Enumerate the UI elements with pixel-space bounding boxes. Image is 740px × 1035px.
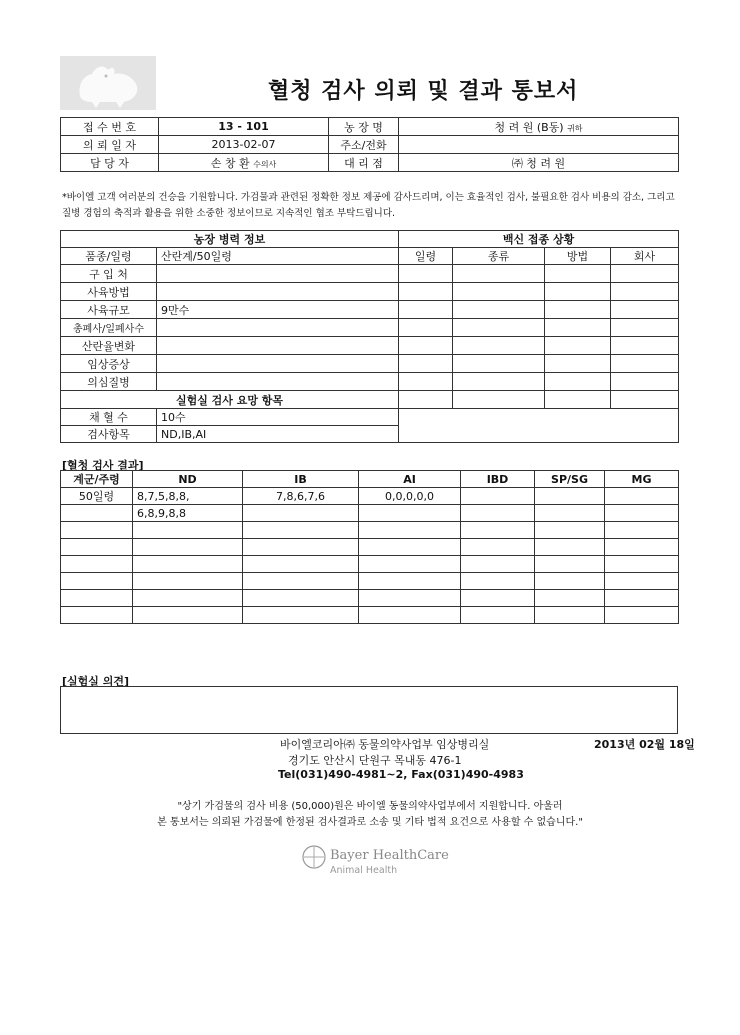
footer-contact: Tel(031)490-4981~2, Fax(031)490-4983 bbox=[278, 768, 524, 781]
table-row bbox=[61, 539, 679, 556]
vaccine-cell bbox=[399, 391, 453, 409]
result-cell bbox=[243, 522, 359, 539]
manager-name: 손 창 환 bbox=[210, 156, 250, 170]
receipt-no: 13 - 101 bbox=[159, 118, 329, 136]
vaccine-cell bbox=[545, 337, 611, 355]
receipt-no-label: 접 수 번 호 bbox=[61, 118, 159, 136]
flock-row-value bbox=[157, 373, 399, 391]
vaccine-cell bbox=[611, 391, 679, 409]
vaccine-cell bbox=[545, 319, 611, 337]
vaccine-cell bbox=[545, 373, 611, 391]
vaccine-cell bbox=[399, 265, 453, 283]
result-cell bbox=[535, 539, 605, 556]
result-cell bbox=[461, 607, 535, 624]
result-cell bbox=[461, 488, 535, 505]
result-cell bbox=[461, 522, 535, 539]
request-date-label: 의 뢰 일 자 bbox=[61, 136, 159, 154]
bayer-cross-icon bbox=[302, 845, 326, 869]
footer-note-1: "상기 가검물의 검사 비용 (50,000)원은 바이엘 동물의약사업부에서 지원합니다. 아울러 bbox=[177, 801, 563, 812]
vaccine-cell bbox=[453, 373, 545, 391]
footer-note-2: 본 통보서는 의뢰된 가검물에 한정된 검사결과로 소송 및 기타 법적 요건으로 사용할 수 없습니다." bbox=[157, 817, 583, 828]
lab-row-label: 채 혈 수 bbox=[61, 409, 157, 426]
vaccine-cell bbox=[545, 265, 611, 283]
result-cell bbox=[535, 590, 605, 607]
result-cell bbox=[605, 488, 679, 505]
results-col-ai: AI bbox=[359, 471, 461, 488]
results-col-flock: 계군/주령 bbox=[61, 471, 133, 488]
result-cell bbox=[359, 607, 461, 624]
brand-name: Bayer HealthCare bbox=[330, 848, 449, 863]
vaccine-cell bbox=[453, 391, 545, 409]
vaccine-heading: 백신 접종 상황 bbox=[399, 231, 679, 248]
flock-row-label: 산란율변화 bbox=[61, 337, 157, 355]
flock-row-value bbox=[157, 355, 399, 373]
flock-row-value: 9만수 bbox=[157, 301, 399, 319]
table-row bbox=[61, 488, 679, 505]
farm-name: 청 려 원 (B동) bbox=[494, 120, 564, 134]
result-cell bbox=[243, 505, 359, 522]
footer-address: 경기도 안산시 단원구 목내동 476-1 bbox=[288, 754, 462, 767]
farm-suffix: 귀하 bbox=[567, 123, 583, 133]
result-cell bbox=[359, 539, 461, 556]
flock-row-label: 사육방법 bbox=[61, 283, 157, 301]
result-cell bbox=[133, 539, 243, 556]
result-cell: 7,8,6,7,6 bbox=[243, 488, 359, 505]
result-cell bbox=[133, 573, 243, 590]
result-cell bbox=[461, 590, 535, 607]
flock-row-label: 구 입 처 bbox=[61, 265, 157, 283]
vaccine-cell bbox=[611, 265, 679, 283]
flock-row-label: 총폐사/일폐사수 bbox=[61, 319, 157, 337]
result-cell bbox=[359, 590, 461, 607]
result-cell bbox=[133, 590, 243, 607]
lab-row-value: ND,IB,AI bbox=[157, 426, 399, 443]
vaccine-cell bbox=[545, 355, 611, 373]
result-cell bbox=[61, 590, 133, 607]
table-row bbox=[61, 556, 679, 573]
request-date: 2013-02-07 bbox=[159, 136, 329, 154]
result-cell bbox=[605, 505, 679, 522]
result-cell bbox=[61, 607, 133, 624]
result-cell bbox=[535, 573, 605, 590]
results-table bbox=[60, 470, 679, 624]
flock-row-value: 산란계/50일령 bbox=[157, 248, 399, 265]
opinion-section-label: [실험실 의견] bbox=[62, 675, 130, 688]
vaccine-cell bbox=[453, 301, 545, 319]
vaccine-cell bbox=[453, 283, 545, 301]
result-cell bbox=[535, 505, 605, 522]
vaccine-cell bbox=[399, 301, 453, 319]
agency-value: ㈜ 청 려 원 bbox=[399, 154, 679, 172]
vaccine-cell bbox=[453, 355, 545, 373]
result-cell bbox=[605, 539, 679, 556]
result-cell bbox=[461, 573, 535, 590]
hen-icon bbox=[60, 56, 156, 110]
result-cell bbox=[61, 539, 133, 556]
results-col-ib: IB bbox=[243, 471, 359, 488]
result-cell bbox=[359, 573, 461, 590]
result-cell bbox=[61, 505, 133, 522]
result-cell bbox=[535, 607, 605, 624]
vaccine-cell bbox=[611, 283, 679, 301]
vaccine-cell bbox=[453, 265, 545, 283]
table-row bbox=[61, 522, 679, 539]
vaccine-cell bbox=[611, 373, 679, 391]
result-cell bbox=[61, 556, 133, 573]
flock-row-value bbox=[157, 265, 399, 283]
result-cell bbox=[461, 556, 535, 573]
vaccine-cell bbox=[399, 319, 453, 337]
result-cell bbox=[359, 556, 461, 573]
flock-row-label: 의심질병 bbox=[61, 373, 157, 391]
farm-label: 농 장 명 bbox=[329, 118, 399, 136]
results-col-spsg: SP/SG bbox=[535, 471, 605, 488]
result-cell bbox=[535, 488, 605, 505]
flock-row-label: 임상증상 bbox=[61, 355, 157, 373]
lab-row-value: 10수 bbox=[157, 409, 399, 426]
bayer-cross-logo bbox=[302, 845, 326, 873]
result-cell bbox=[243, 573, 359, 590]
result-cell bbox=[61, 573, 133, 590]
table-row bbox=[61, 573, 679, 590]
result-cell bbox=[605, 522, 679, 539]
manager-label: 담 당 자 bbox=[61, 154, 159, 172]
vaccine-cell bbox=[545, 301, 611, 319]
result-cell bbox=[605, 590, 679, 607]
result-cell bbox=[605, 556, 679, 573]
flock-vaccine-table bbox=[60, 230, 679, 443]
address-value bbox=[399, 136, 679, 154]
results-col-mg: MG bbox=[605, 471, 679, 488]
page-title: 혈청 검사 의뢰 및 결과 통보서 bbox=[268, 79, 579, 104]
manager-cell bbox=[159, 154, 329, 172]
vaccine-cell bbox=[453, 319, 545, 337]
result-cell bbox=[461, 539, 535, 556]
vaccine-col-type: 종류 bbox=[453, 248, 545, 265]
vaccine-cell bbox=[545, 283, 611, 301]
result-cell: 0,0,0,0,0 bbox=[359, 488, 461, 505]
vaccine-cell bbox=[399, 355, 453, 373]
flock-info-heading: 농장 병력 정보 bbox=[61, 231, 399, 248]
table-row bbox=[61, 505, 679, 522]
result-cell: 50일령 bbox=[61, 488, 133, 505]
table-row bbox=[61, 590, 679, 607]
flock-row-value bbox=[157, 319, 399, 337]
result-cell: 8,7,5,8,8, bbox=[133, 488, 243, 505]
results-col-nd: ND bbox=[133, 471, 243, 488]
result-cell bbox=[535, 556, 605, 573]
vaccine-empty-area bbox=[399, 409, 679, 443]
address-label: 주소/전화 bbox=[329, 136, 399, 154]
agency-label: 대 리 점 bbox=[329, 154, 399, 172]
vaccine-col-method: 방법 bbox=[545, 248, 611, 265]
result-cell: 6,8,9,8,8 bbox=[133, 505, 243, 522]
flock-row-label: 사육규모 bbox=[61, 301, 157, 319]
result-cell bbox=[133, 522, 243, 539]
vaccine-cell bbox=[399, 283, 453, 301]
flock-row-value bbox=[157, 337, 399, 355]
request-info-table bbox=[60, 117, 679, 172]
results-col-ibd: IBD bbox=[461, 471, 535, 488]
results-section-label: [혈청 검사 결과] bbox=[62, 459, 144, 472]
flock-row-label: 품종/일령 bbox=[61, 248, 157, 265]
result-cell bbox=[535, 522, 605, 539]
flock-row-value bbox=[157, 283, 399, 301]
opinion-box bbox=[60, 686, 678, 734]
footer-date: 2013년 02월 18일 bbox=[594, 738, 695, 751]
vaccine-cell bbox=[399, 337, 453, 355]
result-cell bbox=[133, 607, 243, 624]
result-cell bbox=[359, 522, 461, 539]
footer-org: 바이엘코리아㈜ 동물의약사업부 임상병리실 bbox=[280, 738, 490, 751]
farm-name-cell bbox=[399, 118, 679, 136]
manager-title: 수의사 bbox=[253, 159, 277, 169]
result-cell bbox=[605, 573, 679, 590]
hen-logo bbox=[60, 56, 156, 110]
vaccine-cell bbox=[545, 391, 611, 409]
result-cell bbox=[243, 590, 359, 607]
lab-request-heading: 실험실 검사 요망 항목 bbox=[61, 391, 399, 409]
result-cell bbox=[243, 539, 359, 556]
result-cell bbox=[133, 556, 243, 573]
result-cell bbox=[461, 505, 535, 522]
lab-row-label: 검사항목 bbox=[61, 426, 157, 443]
result-cell bbox=[359, 505, 461, 522]
result-cell bbox=[605, 607, 679, 624]
vaccine-col-age: 일령 bbox=[399, 248, 453, 265]
vaccine-cell bbox=[611, 319, 679, 337]
vaccine-cell bbox=[611, 355, 679, 373]
intro-text: *바이엘 고객 여러분의 건승을 기원합니다. 가검물과 관련된 정확한 정보 제공에 감사드리며, 이는 효율적인 검사, 불필요한 검사 비용의 감소, 그리고 질병 경험의 축적과 활용을 위한 소중한 정보이므로 지속적인 협조 부탁드립니다. bbox=[62, 192, 675, 219]
vaccine-cell bbox=[399, 373, 453, 391]
table-row bbox=[61, 607, 679, 624]
vaccine-cell bbox=[453, 337, 545, 355]
vaccine-cell bbox=[611, 301, 679, 319]
result-cell bbox=[243, 607, 359, 624]
vaccine-col-company: 회사 bbox=[611, 248, 679, 265]
result-cell bbox=[243, 556, 359, 573]
brand-subtitle: Animal Health bbox=[330, 865, 398, 876]
vaccine-cell bbox=[611, 337, 679, 355]
result-cell bbox=[61, 522, 133, 539]
